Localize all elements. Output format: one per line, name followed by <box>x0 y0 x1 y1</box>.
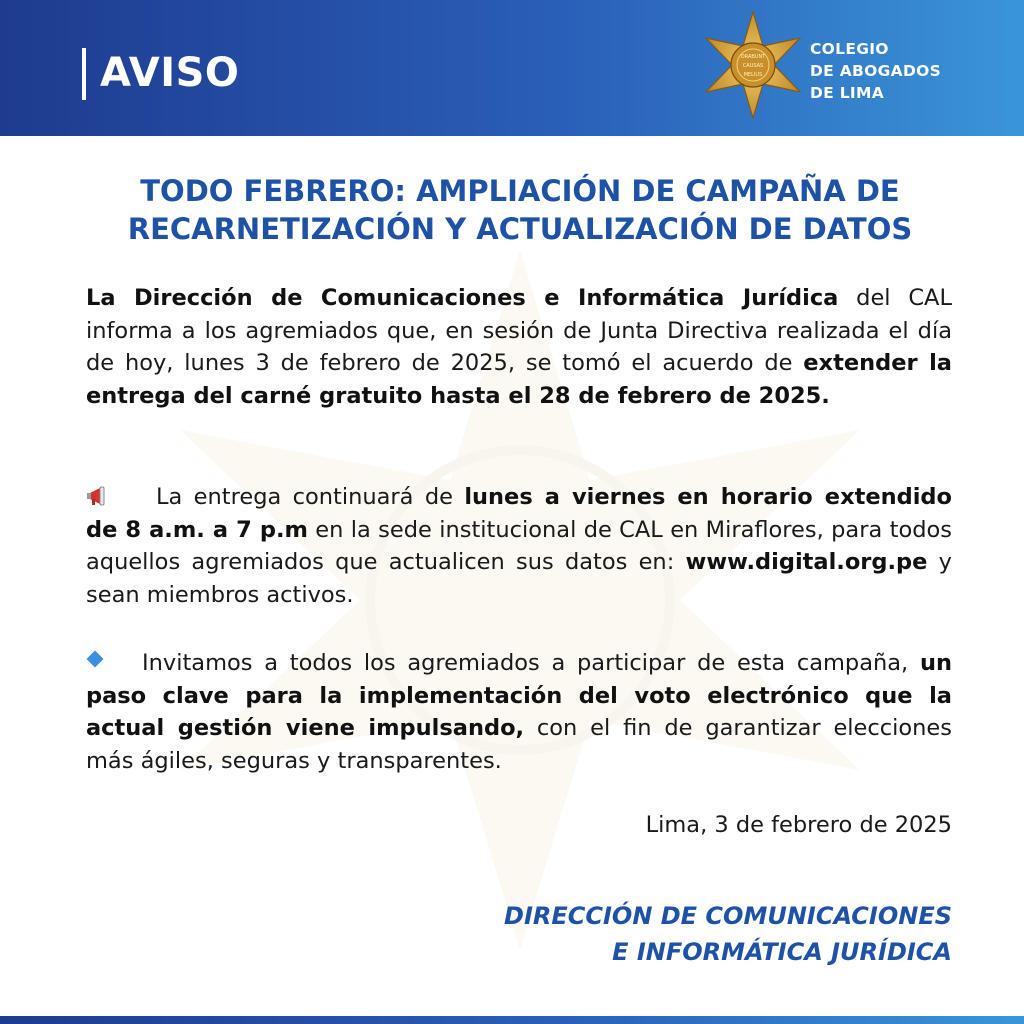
p1-bold-end: extender la entrega del carné gratuito hasta el 28 de febrero de 2025. <box>86 350 952 409</box>
notice-title <box>70 172 970 248</box>
website-link[interactable]: www.digital.org.pe <box>685 549 928 575</box>
notice-date: Lima, 3 de febrero de 2025 <box>645 812 952 838</box>
blue-diamond-icon <box>86 650 106 670</box>
seal-text-1: ORABUNT <box>740 54 766 60</box>
p3-text-2: con el fin de garantizar elecciones más ágiles, seguras y transparentes. <box>86 715 952 774</box>
paragraph-announcement <box>86 282 952 412</box>
title-line-2: RECARNETIZACIÓN Y ACTUALIZACIÓN DE DATOS <box>127 212 913 246</box>
signature-block <box>504 898 952 970</box>
header-banner <box>0 0 1024 136</box>
footer-bar <box>0 1016 1024 1024</box>
seal-text-3: MELIUS <box>743 72 763 78</box>
aviso-divider <box>82 48 86 100</box>
org-name-line-2: DE ABOGADOS <box>810 62 942 80</box>
org-name <box>810 38 941 104</box>
org-name-line-3: DE LIMA <box>810 84 885 102</box>
aviso-label: AVISO <box>100 50 240 96</box>
p2-bold-schedule: lunes a viernes en horario extendido de 8 a.m. a 7 p.m <box>86 484 952 543</box>
p3-bold: un paso clave para la implementación del voto electrónico que la actual gestión viene impulsando, <box>86 650 952 741</box>
seal-text-2: CAUSAS <box>742 63 764 69</box>
p2-text-1: La entrega continuará de <box>156 484 465 510</box>
star-seal-icon <box>700 10 806 120</box>
p1-text: del CAL informa a los agremiados que, en sesión de Junta Directiva realizada el día de hoy, lunes 3 de febrero de 2025, se tomó el acuerdo de <box>86 285 952 376</box>
org-name-line-1: COLEGIO <box>810 40 889 58</box>
p3-text-1: Invitamos a todos los agremiados a participar de esta campaña, <box>142 650 920 676</box>
paragraph-schedule <box>86 481 952 611</box>
p2-text-2: en la sede institucional de CAL en Miraflores, para todos aquellos agremiados que actualicen sus datos en: <box>86 516 952 575</box>
paragraph-invitation <box>86 647 952 777</box>
signature-line-2: E INFORMÁTICA JURÍDICA <box>612 938 952 966</box>
title-line-1: TODO FEBRERO: AMPLIACIÓN DE CAMPAÑA DE <box>140 174 900 208</box>
p1-bold-lead: La Dirección de Comunicaciones e Informática Jurídica <box>86 285 839 311</box>
signature-line-1: DIRECCIÓN DE COMUNICACIONES <box>504 902 952 930</box>
p2-text-3: y sean miembros activos. <box>86 549 952 608</box>
megaphone-icon <box>86 485 112 507</box>
